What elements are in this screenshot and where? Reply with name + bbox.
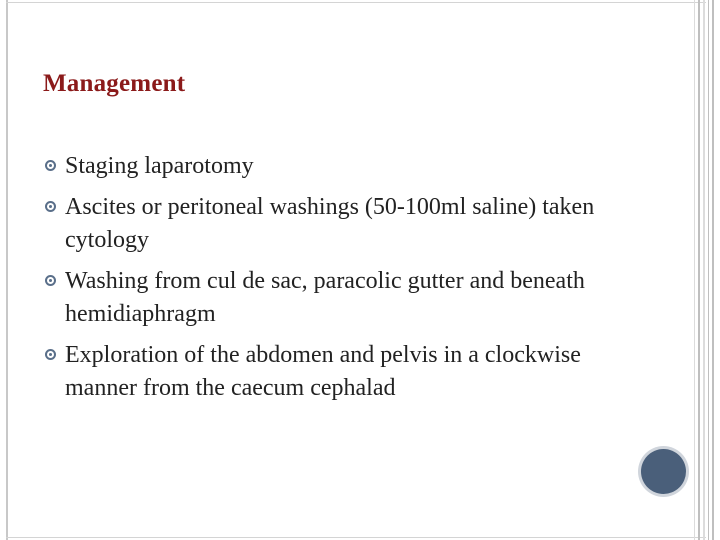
stripe (694, 0, 695, 540)
stripe (698, 0, 700, 540)
bullet-text: Ascites or peritoneal washings (50-100ml saline) taken cytology (65, 194, 595, 253)
ring-bullet-icon (45, 349, 56, 360)
bullet-item (42, 191, 642, 257)
stripe (708, 0, 709, 540)
circle-decoration-icon (641, 449, 686, 494)
top-border (6, 2, 706, 3)
slide-title: Management (43, 70, 186, 97)
bottom-border (6, 537, 706, 538)
ring-bullet-icon (45, 160, 56, 171)
right-stripe-decoration (686, 0, 714, 540)
bullet-item (42, 265, 642, 331)
bullet-text: Washing from cul de sac, paracolic gutter and beneath hemidiaphragm (65, 268, 585, 327)
bullet-text: Exploration of the abdomen and pelvis in a clockwise manner from the caecum cephalad (65, 342, 581, 401)
ring-bullet-icon (45, 201, 56, 212)
bullet-item (42, 339, 642, 405)
bullet-list (42, 150, 642, 413)
stripe (703, 0, 705, 540)
bullet-text: Staging laparotomy (65, 153, 254, 179)
ring-bullet-icon (45, 275, 56, 286)
bullet-item (42, 150, 642, 183)
left-border (6, 0, 8, 540)
stripe (712, 0, 714, 540)
